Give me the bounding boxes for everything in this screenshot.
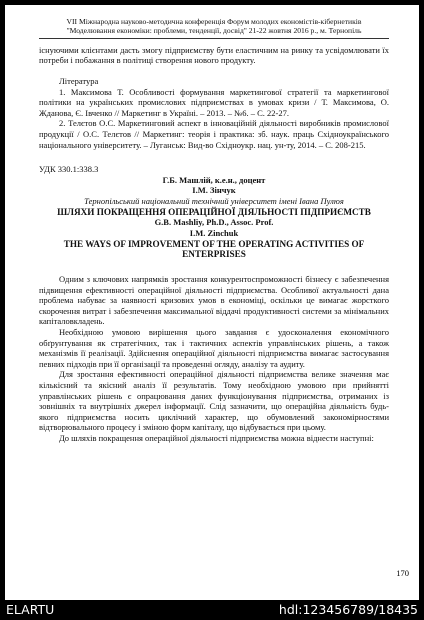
title-en: THE WAYS OF IMPROVEMENT OF THE OPERATING ACTIVITIES OF ENTERPRISES xyxy=(63,238,365,260)
handle-id: hdl:123456789/18435 xyxy=(278,602,418,617)
body-paragraph-2: Необхідною умовою вирішення цього завдання є удосконалення економічного обґрунтування як стратегічних, так і тактичних аспектів управлінських рішень, а також механізмів її реалізації. Здійснення операційної діяльності підприємства вимагає застосування певних підходів при її організації та проведенні огляду, аналізу та аудиту. xyxy=(39,327,389,369)
page-number: 170 xyxy=(396,568,409,578)
page-sheet xyxy=(5,5,419,600)
viewer-footer-bar xyxy=(0,600,424,620)
intro-paragraph: існуючими клієнтами дасть змогу підприємству бути еластичним на ринку та усвідомлювати їх потреби і побажання в політиці створення нового продукту. xyxy=(39,44,389,66)
body-paragraph-4: До шляхів покращення операційної діяльності підприємства можна віднести наступні: xyxy=(59,433,374,444)
author-1: Г.Б. Машлій, к.е.н., доцент xyxy=(162,174,266,185)
reference-1: 1. Максимова Т. Особливості формування маркетингової стратегії та маркетингової політики на українських промислових підприємствах в умовах кризи / Т. Максимова, О. Жданова, Є. Івченко // Маркетинг в Україні. – 2013. – №6. – С. 22-27. xyxy=(39,86,389,118)
page-content xyxy=(39,17,389,444)
header-line-1: VII Міжнародна науково-методична конференція Форум молодих економістів-кібернетиків xyxy=(66,17,362,26)
reference-2: 2. Телєтов О.С. Маркетинговий аспект в інноваційній діяльності виробників промислової продукції / О.С. Телєтов // Маркетинг: теорія і практика: зб. наук. праць Східноукраїнського національного університету. – Луганськ: Вид-во Східноукр. нац. ун-ту, 2014. – С. 208-215. xyxy=(39,118,389,150)
udc-code: УДК 330.1:338.3 xyxy=(39,164,99,175)
title-ua: ШЛЯХИ ПОКРАЩЕННЯ ОПЕРАЦІЙНОЇ ДІЯЛЬНОСТІ ПІДПРИЄМСТВ xyxy=(57,206,371,217)
body-paragraph-3: Для зростання ефективності операційної діяльності підприємства велике значення має кількісний та якісний аналіз її результатів. Тому необхідною умовою при прийнятті управлінських рішень є опрацювання даних функціонування підприємства, отриманих із зовнішніх та внутрішніх джерел інформації. Слід зазначити, що операційна діяльність будь-якого підприємства носить циклічний характер, що обумовлений закономірностями відтворювального процесу і зміною форм капіталу, що відбувається при цьому. xyxy=(39,369,389,433)
affiliation: Тернопільський національний технічний університет імені Івана Пулюя xyxy=(84,195,344,206)
body-paragraph-1: Одним з ключових напрямків зростання конкурентоспроможності бізнесу є забезпечення підвищення ефективності операційної діяльності підприємства. Особливої актуальності дана проблема набуває за наявності кризових умов в економіці, оскільки це вимагає жорсткого скорочення витрат і забезпечення максимальної віддачі продуктивності системи за мінімальних капіталовкладень. xyxy=(39,274,389,327)
header-line-2: "Моделювання економіки: проблеми, тенденції, досвід" 21-22 жовтня 2016 р., м. Тернопіль xyxy=(66,26,362,36)
author-2: І.М. Зінчук xyxy=(192,185,236,196)
repository-name: ELARTU xyxy=(6,602,55,617)
author-2-en: I.M. Zinchuk xyxy=(189,227,239,238)
literature-heading: Література xyxy=(59,76,99,86)
author-1-en: G.B. Mashliy, Ph.D., Assoc. Prof. xyxy=(154,217,274,228)
running-header xyxy=(39,17,389,39)
